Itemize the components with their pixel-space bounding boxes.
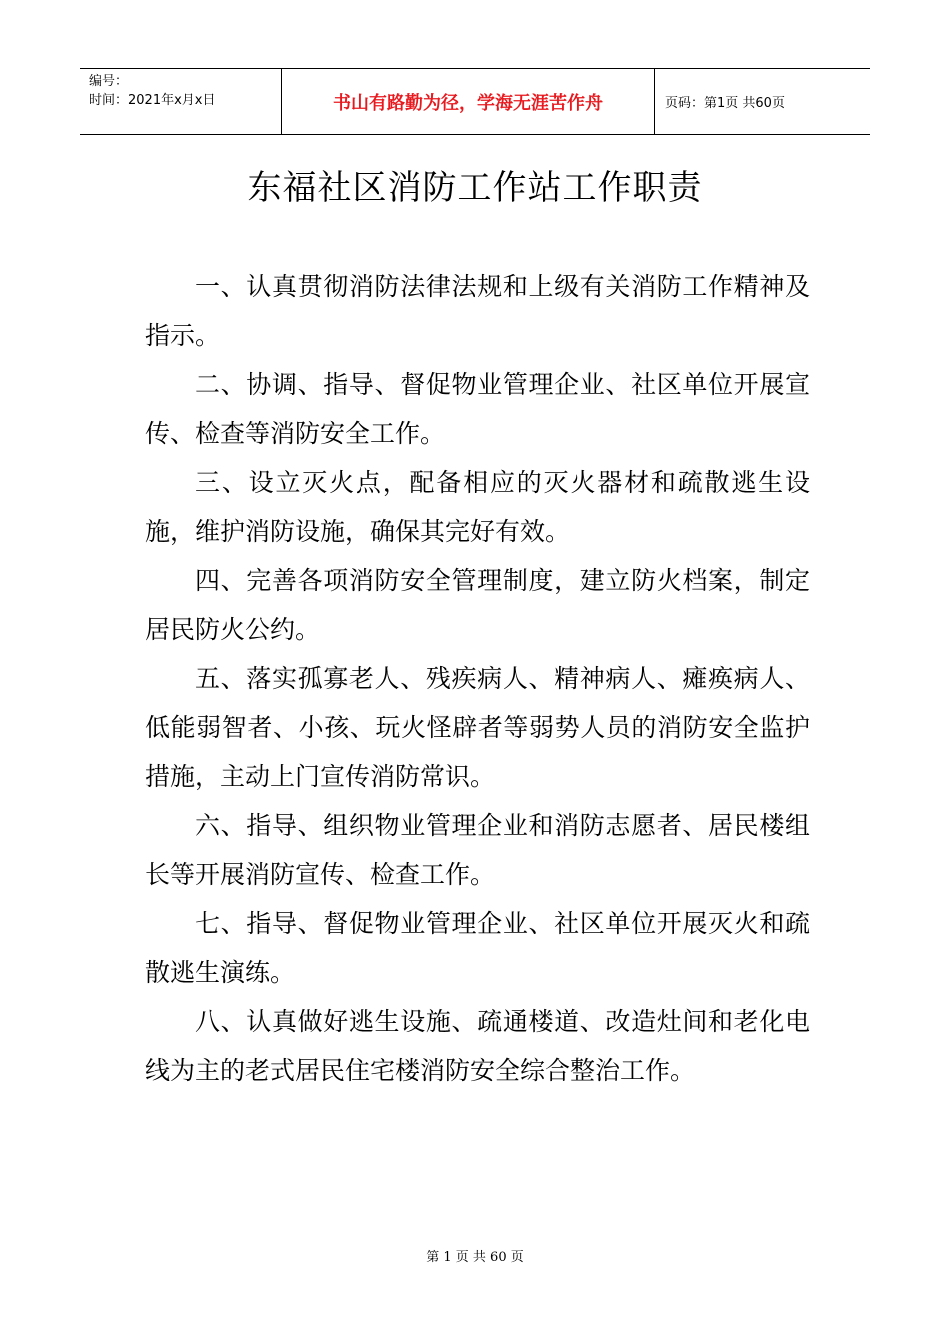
duty-paragraph-3: 三、设立灭火点，配备相应的灭火器材和疏散逃生设施，维护消防设施，确保其完好有效。 [145,468,810,546]
duty-paragraph-1: 一、认真贯彻消防法律法规和上级有关消防工作精神及指示。 [145,272,810,350]
duty-paragraph-6: 六、指导、组织物业管理企业和消防志愿者、居民楼组长等开展消防宣传、检查工作。 [145,811,810,889]
document-number-label: 编号： [89,74,129,89]
header-page-info: 页码：第1页 共60页 [665,96,785,111]
document-time-label: 时间：2021年x月x日 [89,93,216,108]
duty-paragraph-7: 七、指导、督促物业管理企业、社区单位开展灭火和疏散逃生演练。 [145,909,810,987]
page-title: 东福社区消防工作站工作职责 [247,168,703,208]
duty-paragraph-5: 五、落实孤寡老人、残疾病人、精神病人、瘫痪病人、低能弱智者、小孩、玩火怪辟者等弱势人员的消防安全监护措施，主动上门宣传消防常识。 [145,664,810,791]
header-motto: 书山有路勤为径，学海无涯苦作舟 [282,69,655,134]
duty-paragraph-8: 八、认真做好逃生设施、疏通楼道、改造灶间和老化电线为主的老式居民住宅楼消防安全综合整治工作。 [145,1007,810,1085]
document-body [145,262,810,1095]
document-header [80,68,870,135]
duty-paragraph-4: 四、完善各项消防安全管理制度，建立防火档案，制定居民防火公约。 [145,566,810,644]
page-footer: 第 1 页 共 60 页 [426,1250,524,1265]
header-meta-cell [80,69,282,134]
duty-paragraph-2: 二、协调、指导、督促物业管理企业、社区单位开展宣传、检查等消防安全工作。 [145,370,810,448]
